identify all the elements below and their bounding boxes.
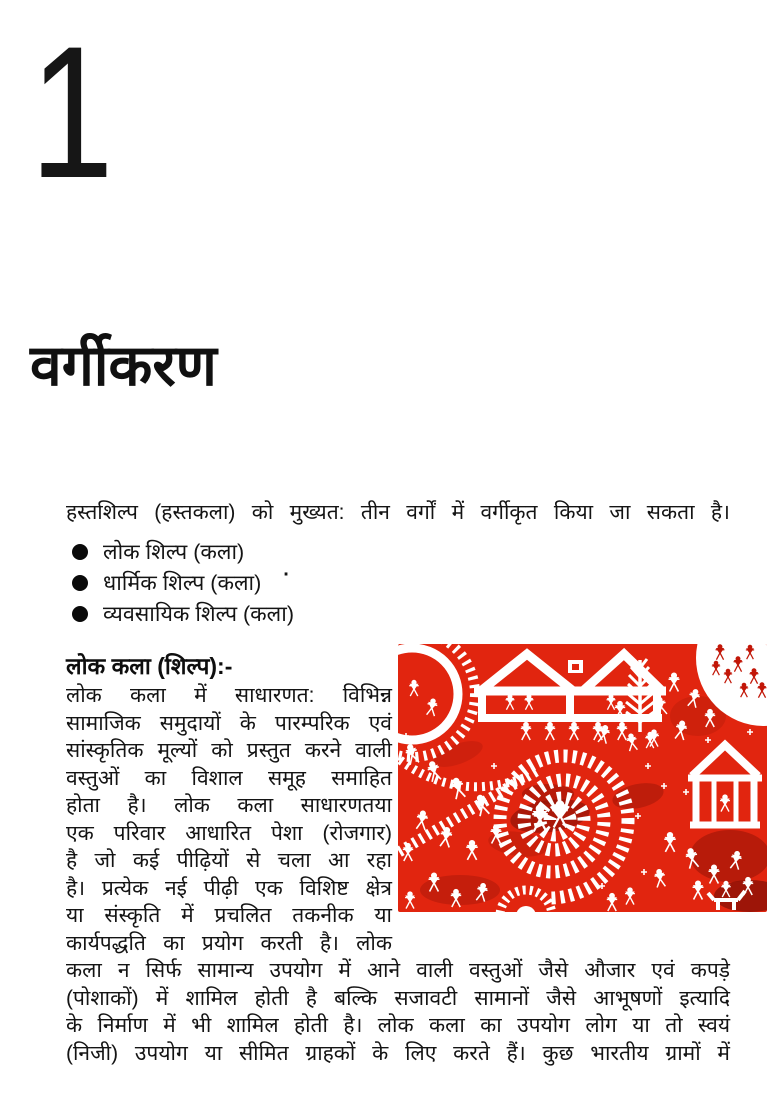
list-item (66, 536, 767, 567)
list-item (66, 564, 767, 598)
body-line: है। प्रत्येक नई पीढ़ी एक विशिष्ट क्षेत्र (66, 876, 392, 900)
warli-art-image (398, 644, 767, 912)
body-line: कार्यपद्धति का प्रयोग करती है। लोक (66, 931, 392, 955)
page-content (66, 498, 767, 1067)
body-line: (निजी) उपयोग या सीमित ग्राहकों के लिए करते हैं। कुछ भारतीय ग्रामों में (66, 1041, 730, 1065)
section-heading: लोक कला (शिल्प):- (66, 653, 233, 679)
body-line: होता है। लोक कला साधारणतया (66, 794, 392, 817)
classification-list (66, 536, 767, 629)
body-line: है जो कई पीढ़ियों से चला आ रहा (66, 849, 392, 872)
list-item-label: धार्मिक शिल्प (कला) (103, 571, 262, 595)
bullet-dot-icon (72, 544, 88, 560)
body-line: एक परिवार आधारित पेशा (रोजगार) (66, 821, 392, 845)
body-line: सांस्कृतिक मूल्यों को प्रस्तुत करने वाली (66, 739, 392, 762)
body-line: वस्तुओं का विशाल समूह समाहित (66, 766, 392, 790)
intro-paragraph: हस्तशिल्प (हस्तकला) को मुख्यत: तीन वर्गों में वर्गीकृत किया जा सकता है। (66, 501, 730, 524)
chapter-title: वर्गीकरण (30, 334, 217, 398)
bullet-dot-icon (72, 575, 88, 591)
body-line: सामाजिक समुदायों के पारम्परिक एवं (66, 711, 392, 735)
warli-painting-figure (398, 644, 767, 912)
body-line: या संस्कृति में प्रचलित तकनीक या (66, 904, 392, 927)
body-line: लोक कला में साधारणत: विभिन्न (66, 684, 392, 707)
list-item-label: व्यवसायिक शिल्प (कला) (103, 602, 294, 626)
chapter-number: 1 (30, 7, 114, 217)
stray-print-mark: · (283, 564, 290, 586)
list-item-label: लोक शिल्प (कला) (103, 540, 245, 564)
folk-art-section (66, 650, 767, 1067)
body-line: कला न सिर्फ सामान्य उपयोग में आने वाली वस्तुओं जैसे औजार एवं कपड़े (66, 959, 730, 982)
list-item (66, 598, 767, 629)
body-line: के निर्माण में भी शामिल होती है। लोक कला का उपयोग लोग या तो स्वयं (66, 1014, 730, 1037)
body-line: (पोशाकों) में शामिल होती है बल्कि सजावटी सामानों जैसे आभूषणों इत्यादि (66, 986, 730, 1010)
bullet-dot-icon (72, 606, 88, 622)
